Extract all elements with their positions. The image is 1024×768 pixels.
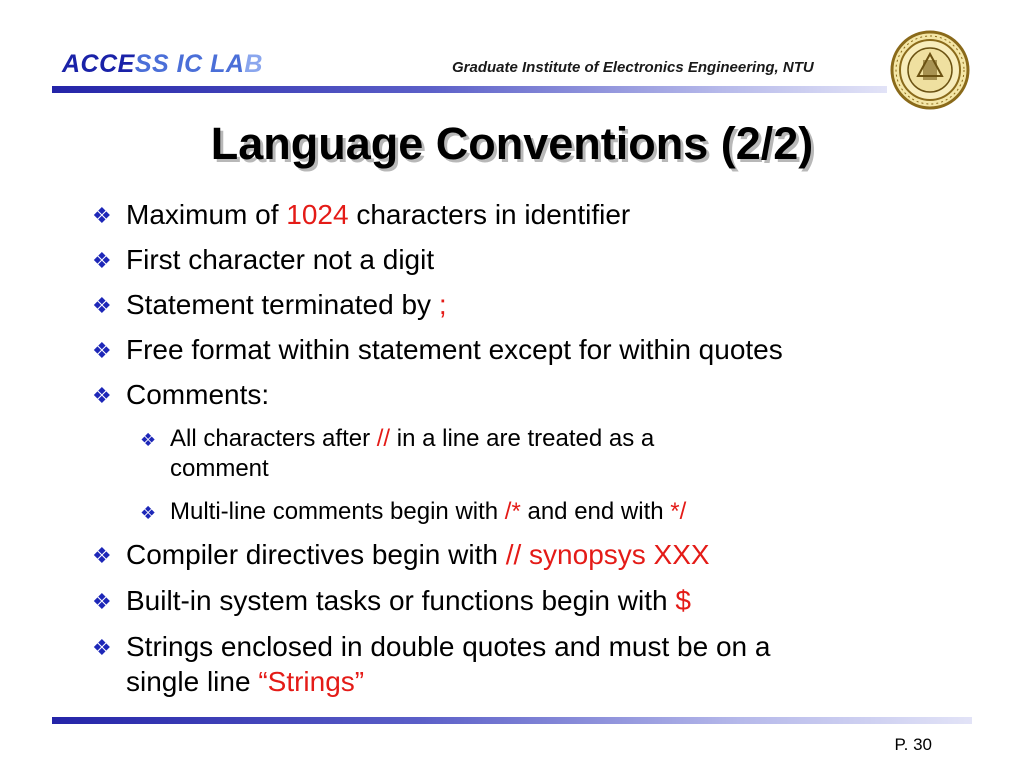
university-seal-icon	[890, 30, 970, 110]
bullet-text: in a line are treated as a	[390, 425, 655, 452]
bullet-text: Built-in system tasks or functions begin with	[126, 585, 676, 616]
header-divider	[52, 86, 887, 93]
highlight-text: ;	[438, 289, 447, 320]
bullet-text: All characters after	[170, 425, 377, 452]
highlight-text: $	[675, 585, 691, 616]
bullet-text: Strings enclosed in double quotes and must be on a	[126, 631, 771, 662]
diamond-bullet-icon: ❖	[92, 383, 112, 408]
diamond-bullet-icon: ❖	[92, 248, 112, 273]
highlight-text: //	[376, 425, 391, 452]
page-number: P. 30	[894, 735, 932, 754]
bullet-text: First character not a digit	[126, 244, 435, 275]
bullet-text: Statement terminated by	[126, 289, 439, 320]
bullet-text: Maximum of	[126, 199, 287, 230]
bullet-text-continuation: comment	[170, 455, 269, 482]
footer-divider	[52, 717, 972, 724]
logo-part: ACCE	[62, 50, 135, 78]
bullet-text: Multi-line comments begin with	[170, 498, 505, 525]
bullet-text: characters in identifier	[348, 199, 631, 230]
diamond-bullet-icon: ❖	[92, 203, 112, 228]
logo-part: B	[244, 50, 263, 78]
diamond-bullet-icon: ❖	[140, 430, 157, 450]
highlight-text: “Strings”	[258, 666, 365, 697]
highlight-text: /*	[504, 498, 521, 525]
bullet-text: Free format within statement except for within quotes	[126, 334, 783, 365]
lab-logo	[62, 50, 263, 79]
diamond-bullet-icon: ❖	[92, 543, 112, 568]
bullet-text: Comments:	[126, 379, 270, 410]
highlight-text: // synopsys XXX	[505, 539, 710, 570]
diamond-bullet-icon: ❖	[92, 338, 112, 363]
bullet-text: and end with	[520, 498, 671, 525]
institute-name: Graduate Institute of Electronics Engineering, NTU	[452, 59, 814, 76]
bullet-text: Compiler directives begin with	[126, 539, 506, 570]
diamond-bullet-icon: ❖	[140, 503, 157, 523]
diamond-bullet-icon: ❖	[92, 635, 112, 660]
slide-title: Language Conventions (2/2)	[210, 118, 814, 169]
diamond-bullet-icon: ❖	[92, 293, 112, 318]
logo-part: SS IC	[134, 50, 211, 78]
bullet-text-continuation: single line	[126, 666, 259, 697]
highlight-text: 1024	[286, 199, 349, 230]
highlight-text: */	[670, 498, 687, 525]
logo-part: LA	[210, 50, 245, 78]
diamond-bullet-icon: ❖	[92, 589, 112, 614]
